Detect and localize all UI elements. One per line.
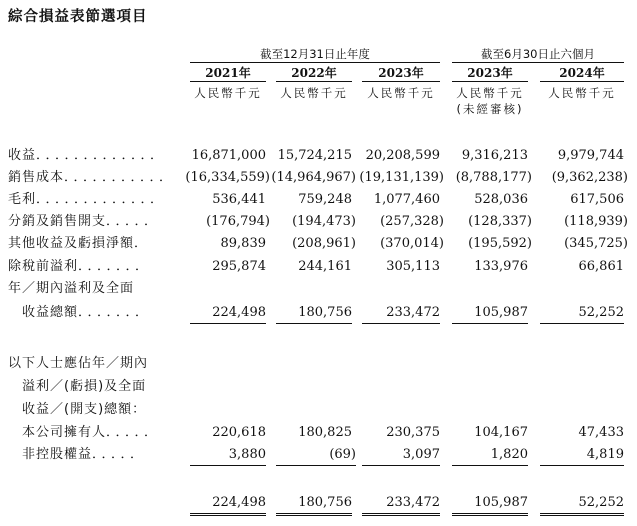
attrib-heading: 以下人士應佔年／期內 bbox=[8, 356, 149, 371]
cell-value: 528,036 bbox=[474, 192, 528, 207]
header-group-full-year: 截至12月31日止年度 bbox=[260, 47, 370, 61]
row-label: 收益．．．．．．．．．．．．． bbox=[8, 148, 167, 163]
cell-value: (19,131,139) bbox=[359, 170, 444, 185]
col-header-year: 2023年 bbox=[452, 66, 528, 82]
cell-value: (257,328) bbox=[380, 214, 444, 229]
cell-value: 3,880 bbox=[190, 445, 266, 466]
cell-value: 52,252 bbox=[540, 303, 624, 324]
cell-value: 133,976 bbox=[474, 259, 528, 274]
col-header-year: 2023年 bbox=[362, 66, 440, 82]
cell-value: (8,788,177) bbox=[455, 170, 532, 185]
cell-value: 47,433 bbox=[578, 425, 624, 440]
cell-value: 9,979,744 bbox=[557, 148, 624, 163]
cell-value: (345,725) bbox=[564, 236, 628, 251]
cell-value: 180,825 bbox=[298, 425, 352, 440]
cell-value: 1,820 bbox=[452, 445, 528, 466]
cell-value: 244,161 bbox=[298, 259, 352, 274]
cell-value: (370,014) bbox=[380, 236, 444, 251]
row-label: 年／期內溢利及全面 bbox=[8, 281, 135, 296]
cell-value: 180,756 bbox=[276, 303, 352, 324]
cell-value: 220,618 bbox=[212, 425, 266, 440]
total-value: 233,472 bbox=[362, 493, 440, 516]
total-value: 224,498 bbox=[190, 493, 266, 516]
cell-value: 295,874 bbox=[212, 259, 266, 274]
cell-value: (14,964,967) bbox=[271, 170, 356, 185]
row-label: 毛利．．．．．．．．．．．．． bbox=[8, 192, 167, 207]
header-divider-half-year bbox=[452, 62, 624, 63]
cell-value: (208,961) bbox=[292, 236, 356, 251]
col-header-unaudited-note: (未經審核) bbox=[456, 102, 524, 116]
cell-value: (69) bbox=[276, 445, 356, 466]
cell-value: (195,592) bbox=[468, 236, 532, 251]
total-value: 52,252 bbox=[540, 493, 624, 516]
cell-value: 617,506 bbox=[570, 192, 624, 207]
col-header-unit: 人民幣千元 bbox=[194, 86, 262, 100]
cell-value: 15,724,215 bbox=[277, 148, 352, 163]
cell-value: (128,337) bbox=[468, 214, 532, 229]
total-value: 180,756 bbox=[276, 493, 352, 516]
cell-value: 104,167 bbox=[474, 425, 528, 440]
col-header-year: 2022年 bbox=[276, 66, 352, 82]
row-label: 其他收益及虧損淨額． bbox=[8, 236, 151, 251]
attrib-heading: 溢利／(虧損)及全面 bbox=[22, 379, 147, 394]
cell-value: (9,362,238) bbox=[551, 170, 628, 185]
cell-value: 105,987 bbox=[452, 303, 528, 324]
cell-value: (16,334,559) bbox=[185, 170, 270, 185]
row-label: 非控股權益．．．．． bbox=[22, 447, 147, 462]
cell-value: 20,208,599 bbox=[365, 148, 440, 163]
col-header-year: 2021年 bbox=[190, 66, 266, 82]
col-header-unit: 人民幣千元 bbox=[456, 86, 524, 100]
header-group-half-year: 截至6月30日止六個月 bbox=[481, 47, 595, 61]
attrib-heading: 收益／(開支)總額： bbox=[22, 402, 147, 417]
cell-value: (194,473) bbox=[292, 214, 356, 229]
row-label: 分銷及銷售開支．．．．． bbox=[8, 214, 161, 229]
cell-value: 224,498 bbox=[190, 303, 266, 324]
col-header-unit: 人民幣千元 bbox=[280, 86, 348, 100]
cell-value: 759,248 bbox=[298, 192, 352, 207]
cell-value: 1,077,460 bbox=[373, 192, 440, 207]
row-label: 本公司擁有人．．．．． bbox=[22, 425, 161, 440]
cell-value: (176,794) bbox=[206, 214, 270, 229]
cell-value: 89,839 bbox=[220, 236, 266, 251]
total-value: 105,987 bbox=[452, 493, 528, 516]
cell-value: 66,861 bbox=[578, 259, 624, 274]
page-title: 綜合損益表節選項目 bbox=[8, 9, 148, 25]
col-header-unit: 人民幣千元 bbox=[548, 86, 616, 100]
row-label: 銷售成本．．．．．．．．．．． bbox=[8, 170, 176, 185]
cell-value: 9,316,213 bbox=[461, 148, 528, 163]
cell-value: 230,375 bbox=[386, 425, 440, 440]
header-divider-full-year bbox=[190, 62, 440, 63]
cell-value: 305,113 bbox=[386, 259, 440, 274]
col-header-unit: 人民幣千元 bbox=[367, 86, 435, 100]
cell-value: 3,097 bbox=[362, 445, 440, 466]
cell-value: 4,819 bbox=[540, 445, 624, 466]
row-label: 除稅前溢利．．．．．．． bbox=[8, 259, 152, 274]
col-header-year: 2024年 bbox=[540, 66, 624, 82]
cell-value: 16,871,000 bbox=[191, 148, 266, 163]
cell-value: 233,472 bbox=[362, 303, 440, 324]
cell-value: (118,939) bbox=[564, 214, 628, 229]
cell-value: 536,441 bbox=[212, 192, 266, 207]
row-label: 收益總額．．．．．．． bbox=[22, 305, 152, 320]
